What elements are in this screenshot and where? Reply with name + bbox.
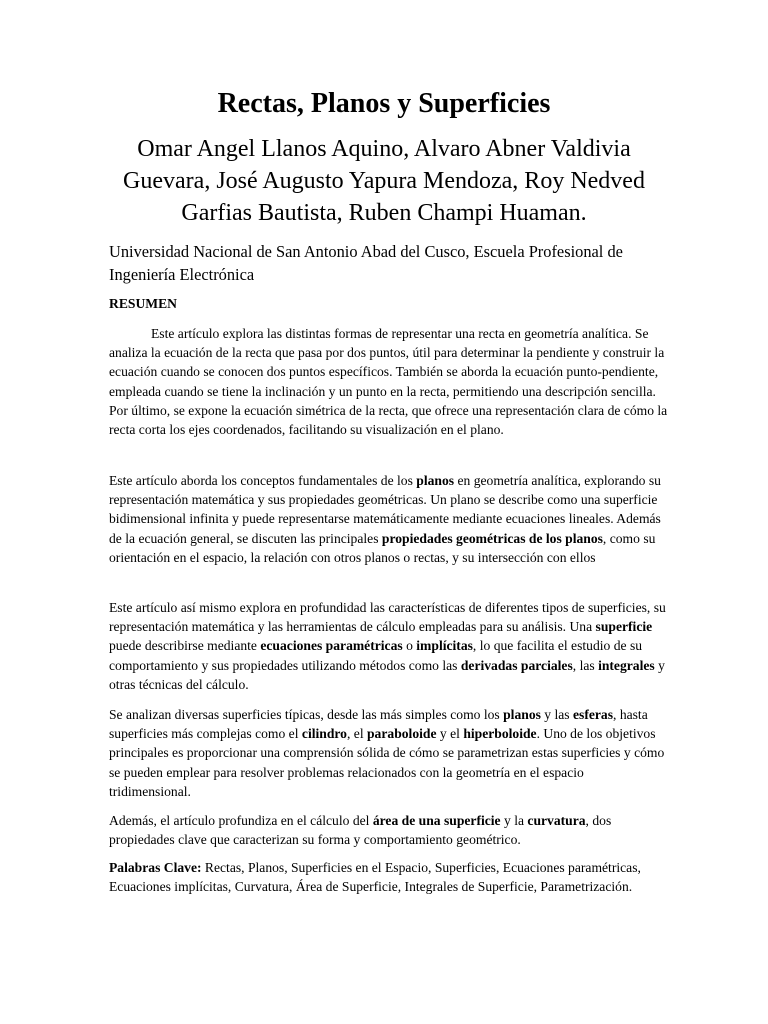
abstract-paragraph-superficies: Este artículo así mismo explora en profundidad las características de diferentes tipos de superficies, su representación matemática y las herramientas de cálculo empleadas para su análisis. Una superficie puede describirse mediante ecuaciones paramétricas o implícitas, lo que facilita el estudio de su comportamiento y sus propiedades utilizando métodos como las derivadas parciales, las integrales y otras técnicas del cálculo. bbox=[109, 600, 666, 692]
keywords bbox=[109, 858, 669, 896]
paper-title: Rectas, Planos y Superficies bbox=[217, 88, 551, 119]
abstract-paragraph-tipos: Se analizan diversas superficies típicas, desde las más simples como los planos y las esferas, hasta superficies más complejas como el cilindro, el paraboloide y el hiperboloide. Uno de los objetivos principales es proporcionar una comprensión sólida de cómo se parametrizan estas superficies y cómo se pueden emplear para resolver problemas relacionados con la geometría en el espacio tridimensional. bbox=[109, 707, 665, 799]
author-list: Omar Angel Llanos Aquino, Alvaro Abner Valdivia Guevara, José Augusto Yapura Mendoza, Roy Nedved Garfias Bautista, Ruben Champi Huaman. bbox=[123, 136, 645, 226]
abstract-paragraph-planos: Este artículo aborda los conceptos fundamentales de los planos en geometría analítica, explorando su representación matemática y sus propiedades geométricas. Un plano se describe como una superficie bidimensional infinita y puede representarse matemáticamente mediante ecuaciones lineales. Además de la ecuación general, se discuten las principales propiedades geométricas de los planos, como su orientación en el espacio, la relación con otros planos o rectas, y su intersección con ellos bbox=[109, 473, 661, 565]
affiliation: Universidad Nacional de San Antonio Abad del Cusco, Escuela Profesional de Ingeniería Electrónica bbox=[109, 242, 623, 284]
keywords-text: Rectas, Planos, Superficies en el Espacio, Superficies, Ecuaciones paramétricas, Ecuaciones implícitas, Curvatura, Área de Superficie, Integrales de Superficie, Parametrización. bbox=[109, 860, 641, 895]
keywords-label: Palabras Clave: bbox=[109, 860, 202, 875]
abstract-heading: RESUMEN bbox=[109, 296, 177, 311]
abstract-paragraph-rectas: Este artículo explora las distintas formas de representar una recta en geometría analítica. Se analiza la ecuación de la recta que pasa por dos puntos, útil para determinar la pendiente y construir la ecuación cuando se conocen dos puntos específicos. También se aborda la ecuación punto-pendiente, empleada cuando se tiene la inclinación y un punto en la recta, permitiendo una descripción sencilla. Por último, se expone la ecuación simétrica de la recta, que ofrece una representación clara de cómo la recta corta los ejes coordenados, facilitando su visualización en el plano. bbox=[109, 326, 668, 438]
abstract-paragraph-area: Además, el artículo profundiza en el cálculo del área de una superficie y la curvatura, dos propiedades clave que caracterizan su forma y comportamiento geométrico. bbox=[109, 813, 612, 848]
